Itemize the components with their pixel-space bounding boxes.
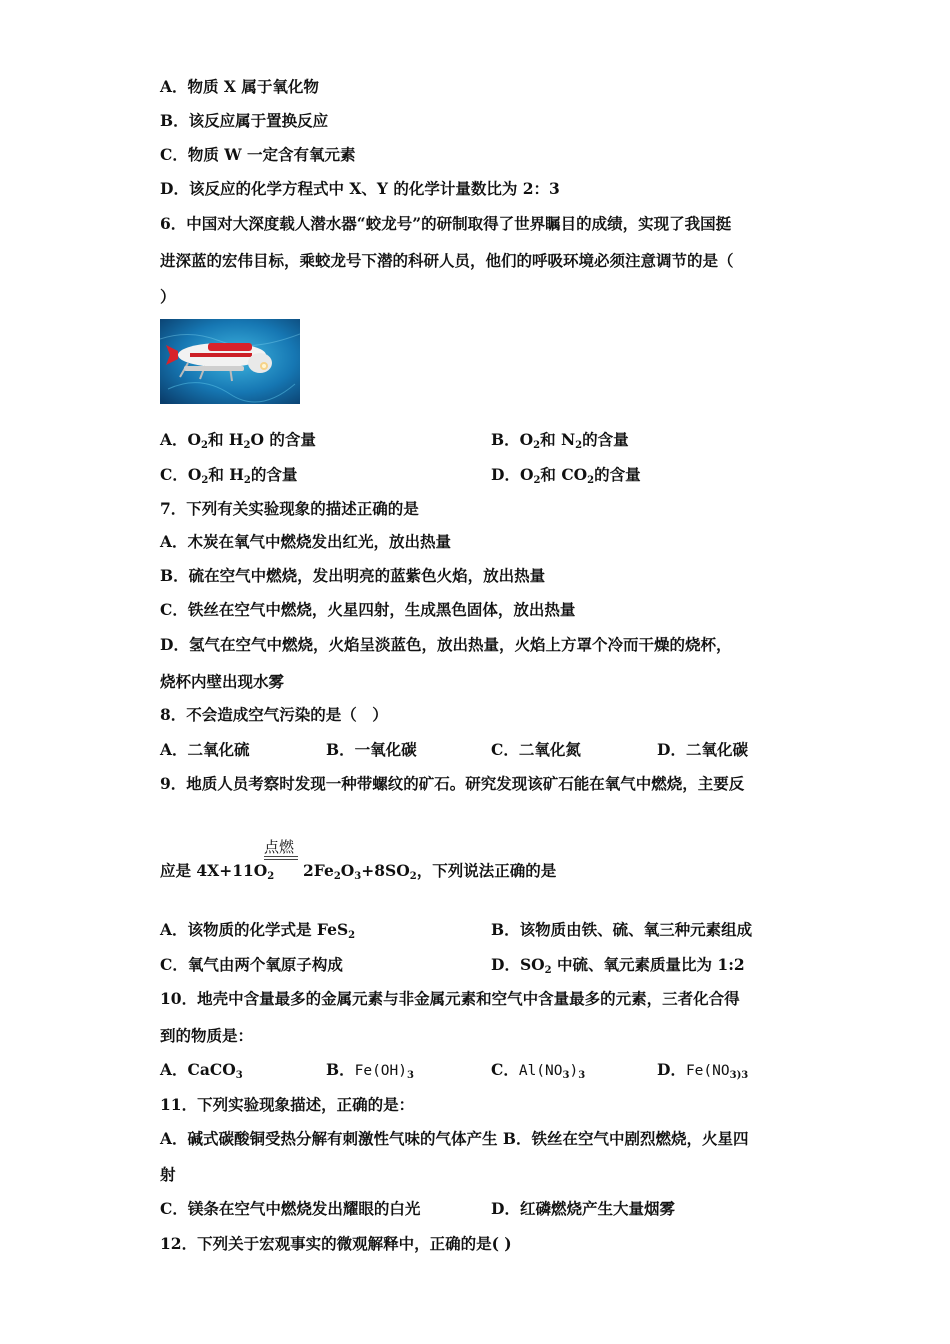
q12-stem: 12．下列关于宏观事实的微观解释中，正确的是( ) xyxy=(160,1234,512,1253)
q10-option-c: C．Al(NO3)3 xyxy=(491,1060,586,1081)
q11-stem: 11．下列实验现象描述，正确的是： xyxy=(160,1095,415,1114)
q5-option-d: D．该反应的化学方程式中 X、Y 的化学计量数比为 2：3 xyxy=(160,179,560,198)
q7-option-a: A．木炭在氧气中燃烧发出红光，放出热量 xyxy=(160,532,452,551)
q7-stem: 7．下列有关实验现象的描述正确的是 xyxy=(160,499,419,518)
q11-options-ab: A．碱式碳酸铜受热分解有刺激性气味的气体产生 B．铁丝在空气中剧烈燃烧，火星四 xyxy=(160,1129,749,1148)
q6-option-d: D．O2和 CO2的含量 xyxy=(491,465,641,486)
q8-option-b: B．一氧化碳 xyxy=(326,740,417,759)
q8-stem: 8．不会造成空气污染的是（ ） xyxy=(160,705,388,724)
q9-equation-right: 2Fe2O3+8SO2，下列说法正确的是 xyxy=(303,861,557,882)
q5-option-c: C．物质 W 一定含有氧元素 xyxy=(160,145,356,164)
q6-option-b: B．O2和 N2的含量 xyxy=(491,430,629,451)
q6-option-c: C．O2和 H2的含量 xyxy=(160,465,298,486)
q6-stem-line1: 6．中国对大深度载人潜水器“蛟龙号”的研制取得了世界瞩目的成绩，实现了我国挺 xyxy=(160,214,732,233)
q7-option-b: B．硫在空气中燃烧，发出明亮的蓝紫色火焰，放出热量 xyxy=(160,566,546,585)
q10-option-d: D．Fe(NO3)3 xyxy=(657,1060,749,1081)
q8-option-a: A．二氧化硫 xyxy=(160,740,250,759)
q10-option-a: A．CaCO3 xyxy=(160,1060,243,1081)
q11-option-d: D．红磷燃烧产生大量烟雾 xyxy=(491,1199,675,1218)
q8-option-c: C．二氧化氮 xyxy=(491,740,581,759)
q6-stem-line3: ） xyxy=(160,287,176,306)
equation-bar-bottom xyxy=(264,859,298,860)
q9-equation-left: 应是 4X+11O2 xyxy=(160,861,275,882)
q10-stem-line2: 到的物质是： xyxy=(160,1026,254,1045)
q9-option-b: B．该物质由铁、硫、氧三种元素组成 xyxy=(491,920,753,939)
q6-option-a: A．O2和 H2O 的含量 xyxy=(160,430,316,451)
q7-option-d-line1: D．氢气在空气中燃烧，火焰呈淡蓝色，放出热量，火焰上方罩个冷而干燥的烧杯， xyxy=(160,635,732,654)
q5-option-b: B．该反应属于置换反应 xyxy=(160,111,329,130)
reaction-condition: 点燃 xyxy=(264,838,295,856)
q9-option-d: D．SO2 中硫、氧元素质量比为 1:2 xyxy=(491,955,745,976)
q11-options-ab-cont: 射 xyxy=(160,1165,176,1184)
q9-option-a: A．该物质的化学式是 FeS2 xyxy=(160,920,356,941)
q8-option-d: D．二氧化碳 xyxy=(657,740,748,759)
q11-option-c: C．镁条在空气中燃烧发出耀眼的白光 xyxy=(160,1199,421,1218)
submersible-image xyxy=(160,319,300,404)
q7-option-c: C．铁丝在空气中燃烧，火星四射，生成黑色固体，放出热量 xyxy=(160,600,576,619)
q10-option-b: B．Fe(OH)3 xyxy=(326,1060,414,1081)
equation-bar-top xyxy=(264,856,298,857)
q7-option-d-line2: 烧杯内壁出现水雾 xyxy=(160,672,285,691)
q10-stem-line1: 10．地壳中含量最多的金属元素与非金属元素和空气中含量最多的元素，三者化合得 xyxy=(160,989,740,1008)
q9-option-c: C．氧气由两个氧原子构成 xyxy=(160,955,343,974)
q6-stem-line2: 进深蓝的宏伟目标，乘蛟龙号下潜的科研人员，他们的呼吸环境必须注意调节的是（ xyxy=(160,251,734,270)
q9-stem-line1: 9．地质人员考察时发现一种带螺纹的矿石。研究发现该矿石能在氧气中燃烧，主要反 xyxy=(160,774,745,793)
q5-option-a: A．物质 X 属于氧化物 xyxy=(160,77,319,96)
